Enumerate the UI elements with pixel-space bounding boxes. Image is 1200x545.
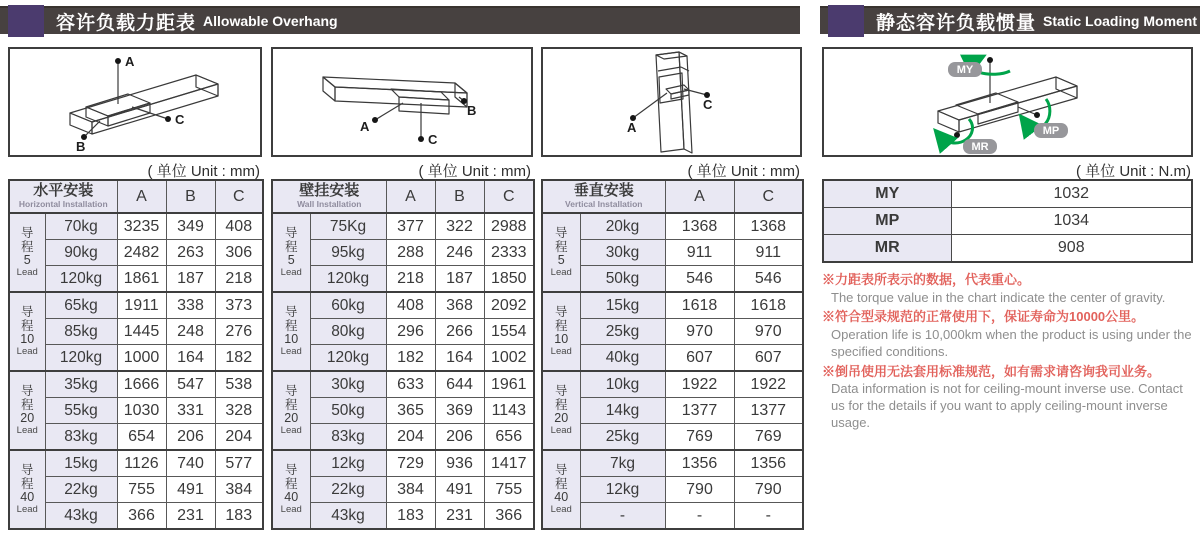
- value-cell: 790: [665, 477, 734, 503]
- value-cell: 656: [484, 424, 534, 451]
- lead-label: 导 程 20 Lead: [272, 371, 310, 450]
- value-cell: 547: [166, 371, 215, 398]
- load-cell: 25kg: [580, 424, 665, 451]
- value-cell: 1000: [117, 345, 166, 372]
- value-cell: 1356: [734, 450, 803, 477]
- my-label: MY: [956, 64, 974, 76]
- value-cell: -: [734, 503, 803, 530]
- point-a-label: A: [627, 120, 637, 135]
- value-cell: 218: [215, 266, 263, 293]
- value-cell: 183: [386, 503, 435, 530]
- table-row: [272, 398, 534, 424]
- vertical-rail-diagram: [543, 49, 800, 155]
- value-cell: 1143: [484, 398, 534, 424]
- value-cell: 970: [665, 319, 734, 345]
- load-cell: 75Kg: [310, 213, 386, 240]
- point-a-label: A: [125, 54, 135, 69]
- load-cell: 70kg: [45, 213, 117, 240]
- value-cell: 204: [215, 424, 263, 451]
- column-header: C: [734, 180, 803, 213]
- accent-square-icon: [8, 5, 44, 37]
- table-row: [272, 266, 534, 293]
- value-cell: 368: [435, 292, 484, 319]
- value-cell: 790: [734, 477, 803, 503]
- unit-label-nm: ( 单位 Unit : N.m): [1076, 163, 1191, 180]
- table-row: [9, 371, 263, 398]
- load-cell: 120kg: [45, 345, 117, 372]
- table-row: [542, 345, 803, 372]
- value-cell: 607: [734, 345, 803, 372]
- value-cell: 366: [484, 503, 534, 530]
- value-cell: 1377: [734, 398, 803, 424]
- lead-label: 导 程 5 Lead: [9, 213, 45, 292]
- table-row: [272, 424, 534, 451]
- value-cell: 654: [117, 424, 166, 451]
- note-zh: ※符合型录规范的正常使用下，保证寿命为10000公里。: [822, 309, 1145, 325]
- table-header-row: [542, 180, 803, 213]
- static-moment-column: [822, 47, 1193, 433]
- table-row: [542, 319, 803, 345]
- point-c-label: C: [175, 112, 185, 127]
- value-cell: 182: [215, 345, 263, 372]
- mp-label: MP: [1042, 125, 1060, 137]
- value-cell: 231: [166, 503, 215, 530]
- table-row: [272, 450, 534, 477]
- value-cell: 2988: [484, 213, 534, 240]
- value-cell: 1030: [117, 398, 166, 424]
- table-row: [823, 180, 1192, 208]
- lead-label: 导 程 10 Lead: [542, 292, 580, 371]
- notes: [822, 270, 1193, 432]
- table-row: [542, 398, 803, 424]
- table-row: [9, 424, 263, 451]
- value-cell: 206: [435, 424, 484, 451]
- value-cell: 538: [215, 371, 263, 398]
- value-cell: 206: [166, 424, 215, 451]
- wall-diagram-box: [271, 47, 533, 157]
- table-row: [542, 240, 803, 266]
- point-c-label: C: [428, 132, 438, 147]
- moment-table: [822, 179, 1193, 263]
- load-cell: 65kg: [45, 292, 117, 319]
- load-cell: -: [580, 503, 665, 530]
- load-cell: 15kg: [45, 450, 117, 477]
- lead-label: 导 程 5 Lead: [272, 213, 310, 292]
- table-row: [823, 235, 1192, 263]
- table-row: [542, 503, 803, 530]
- wall-installation-column: [271, 47, 533, 530]
- value-cell: 1922: [665, 371, 734, 398]
- value-cell: 182: [386, 345, 435, 372]
- value-cell: 1911: [117, 292, 166, 319]
- value-cell: 276: [215, 319, 263, 345]
- table-title: 壁挂安装 Wall Installation: [272, 180, 386, 213]
- table-row: [9, 398, 263, 424]
- table-row: [272, 292, 534, 319]
- section-title-en: Static Loading Moment: [1043, 13, 1198, 29]
- value-cell: 1922: [734, 371, 803, 398]
- unit-label-mm: ( 单位 Unit : mm): [418, 163, 531, 180]
- value-cell: 187: [435, 266, 484, 293]
- lead-label: 导 程 10 Lead: [272, 292, 310, 371]
- value-cell: 384: [215, 477, 263, 503]
- load-cell: 12kg: [580, 477, 665, 503]
- load-cell: 120kg: [45, 266, 117, 293]
- value-cell: 183: [215, 503, 263, 530]
- moment-section-header: [820, 6, 1200, 34]
- table-row: [272, 240, 534, 266]
- load-cell: 83kg: [45, 424, 117, 451]
- section-title-zh: 容许负载力距表: [56, 12, 197, 34]
- value-cell: 644: [435, 371, 484, 398]
- moment-label: MR: [823, 235, 951, 263]
- value-cell: 1368: [734, 213, 803, 240]
- value-cell: 338: [166, 292, 215, 319]
- value-cell: 266: [435, 319, 484, 345]
- overhang-section-header: [0, 6, 800, 34]
- table-title: 垂直安装 Vertical Installation: [542, 180, 665, 213]
- value-cell: 740: [166, 450, 215, 477]
- load-cell: 14kg: [580, 398, 665, 424]
- mr-label: MR: [971, 141, 989, 153]
- value-cell: 1666: [117, 371, 166, 398]
- value-cell: 1445: [117, 319, 166, 345]
- lead-label: 导 程 40 Lead: [542, 450, 580, 529]
- vertical-diagram-box: [541, 47, 802, 157]
- moment-rail-diagram: [824, 49, 1191, 155]
- table-row: [272, 319, 534, 345]
- load-cell: 22kg: [45, 477, 117, 503]
- load-cell: 30kg: [580, 240, 665, 266]
- column-header: A: [117, 180, 166, 213]
- vertical-installation-column: [541, 47, 802, 530]
- load-cell: 83kg: [310, 424, 386, 451]
- value-cell: 248: [166, 319, 215, 345]
- moment-label: MP: [823, 208, 951, 235]
- value-cell: 2482: [117, 240, 166, 266]
- unit-label-mm: ( 单位 Unit : mm): [147, 163, 260, 180]
- value-cell: 246: [435, 240, 484, 266]
- moment-value: 908: [951, 235, 1192, 263]
- load-cell: 40kg: [580, 345, 665, 372]
- load-cell: 120kg: [310, 345, 386, 372]
- value-cell: 911: [665, 240, 734, 266]
- value-cell: 408: [215, 213, 263, 240]
- column-header: A: [665, 180, 734, 213]
- value-cell: 1417: [484, 450, 534, 477]
- table-row: [272, 213, 534, 240]
- value-cell: 769: [734, 424, 803, 451]
- table-row: [9, 345, 263, 372]
- table-row: [9, 503, 263, 530]
- table-row: [542, 424, 803, 451]
- load-cell: 50kg: [310, 398, 386, 424]
- value-cell: 328: [215, 398, 263, 424]
- table-row: [272, 371, 534, 398]
- point-b-label: B: [76, 139, 86, 154]
- table-row: [542, 292, 803, 319]
- value-cell: 296: [386, 319, 435, 345]
- load-cell: 120kg: [310, 266, 386, 293]
- value-cell: 218: [386, 266, 435, 293]
- lead-label: 导 程 20 Lead: [542, 371, 580, 450]
- table-row: [9, 477, 263, 503]
- value-cell: 1850: [484, 266, 534, 293]
- table-row: [542, 477, 803, 503]
- table-row: [542, 371, 803, 398]
- value-cell: 322: [435, 213, 484, 240]
- lead-label: 导 程 5 Lead: [542, 213, 580, 292]
- table-row: [9, 240, 263, 266]
- point-c-label: C: [703, 97, 713, 112]
- value-cell: 349: [166, 213, 215, 240]
- load-cell: 50kg: [580, 266, 665, 293]
- value-cell: 729: [386, 450, 435, 477]
- value-cell: 306: [215, 240, 263, 266]
- load-cell: 20kg: [580, 213, 665, 240]
- value-cell: 373: [215, 292, 263, 319]
- value-cell: 491: [166, 477, 215, 503]
- value-cell: 204: [386, 424, 435, 451]
- value-cell: -: [665, 503, 734, 530]
- value-cell: 1618: [734, 292, 803, 319]
- table-row: [9, 266, 263, 293]
- point-a-label: A: [360, 119, 370, 134]
- load-cell: 60kg: [310, 292, 386, 319]
- moment-value: 1032: [951, 180, 1192, 208]
- table-title: 水平安装 Horizontal Installation: [9, 180, 117, 213]
- load-cell: 22kg: [310, 477, 386, 503]
- table-row: [9, 213, 263, 240]
- value-cell: 607: [665, 345, 734, 372]
- column-header: B: [166, 180, 215, 213]
- note-zh: ※力距表所表示的数据，代表重心。: [822, 272, 1031, 287]
- horizontal-rail-diagram: [10, 49, 260, 155]
- load-cell: 15kg: [580, 292, 665, 319]
- lead-label: 导 程 40 Lead: [9, 450, 45, 529]
- value-cell: 366: [117, 503, 166, 530]
- value-cell: 331: [166, 398, 215, 424]
- value-cell: 491: [435, 477, 484, 503]
- load-cell: 43kg: [45, 503, 117, 530]
- table-row: [542, 213, 803, 240]
- value-cell: 911: [734, 240, 803, 266]
- value-cell: 936: [435, 450, 484, 477]
- value-cell: 408: [386, 292, 435, 319]
- load-cell: 80kg: [310, 319, 386, 345]
- value-cell: 1126: [117, 450, 166, 477]
- load-cell: 35kg: [45, 371, 117, 398]
- table-header-row: [9, 180, 263, 213]
- value-cell: 633: [386, 371, 435, 398]
- table-row: [823, 208, 1192, 235]
- column-header: B: [435, 180, 484, 213]
- value-cell: 1861: [117, 266, 166, 293]
- value-cell: 546: [734, 266, 803, 293]
- value-cell: 755: [484, 477, 534, 503]
- note-zh: ※倒吊使用无法套用标准规范，如有需求请咨询我司业务。: [822, 363, 1161, 379]
- column-header: C: [484, 180, 534, 213]
- table-row: [272, 345, 534, 372]
- load-cell: 90kg: [45, 240, 117, 266]
- load-cell: 7kg: [580, 450, 665, 477]
- section-title-en: Allowable Overhang: [203, 13, 338, 29]
- value-cell: 369: [435, 398, 484, 424]
- value-cell: 1356: [665, 450, 734, 477]
- value-cell: 263: [166, 240, 215, 266]
- value-cell: 231: [435, 503, 484, 530]
- lead-label: 导 程 40 Lead: [272, 450, 310, 529]
- value-cell: 1368: [665, 213, 734, 240]
- value-cell: 577: [215, 450, 263, 477]
- load-cell: 43kg: [310, 503, 386, 530]
- note-en: Data information is not for ceiling-mount inverse use. Contact us for the details if you want to apply ceiling-mount inverse usage.: [831, 381, 1183, 430]
- accent-square-icon: [828, 5, 864, 37]
- column-header: C: [215, 180, 263, 213]
- value-cell: 755: [117, 477, 166, 503]
- load-cell: 95kg: [310, 240, 386, 266]
- value-cell: 164: [166, 345, 215, 372]
- load-cell: 12kg: [310, 450, 386, 477]
- load-cell: 30kg: [310, 371, 386, 398]
- value-cell: 1554: [484, 319, 534, 345]
- table-row: [9, 292, 263, 319]
- wall-installation-table: [271, 179, 535, 530]
- value-cell: 1961: [484, 371, 534, 398]
- table-row: [9, 319, 263, 345]
- moment-label: MY: [823, 180, 951, 208]
- load-cell: 85kg: [45, 319, 117, 345]
- value-cell: 769: [665, 424, 734, 451]
- horizontal-installation-column: [8, 47, 262, 530]
- table-row: [272, 503, 534, 530]
- value-cell: 365: [386, 398, 435, 424]
- value-cell: 970: [734, 319, 803, 345]
- table-row: [272, 477, 534, 503]
- section-title-zh: 静态容许负载惯量: [876, 12, 1037, 34]
- load-cell: 25kg: [580, 319, 665, 345]
- table-row: [542, 450, 803, 477]
- value-cell: 288: [386, 240, 435, 266]
- value-cell: 1618: [665, 292, 734, 319]
- table-row: [9, 450, 263, 477]
- value-cell: 1002: [484, 345, 534, 372]
- value-cell: 546: [665, 266, 734, 293]
- horizontal-diagram-box: [8, 47, 262, 157]
- note-en: Operation life is 10,000km when the product is using under the specified conditions.: [831, 326, 1192, 359]
- value-cell: 187: [166, 266, 215, 293]
- value-cell: 377: [386, 213, 435, 240]
- value-cell: 2333: [484, 240, 534, 266]
- lead-label: 导 程 10 Lead: [9, 292, 45, 371]
- horizontal-installation-table: [8, 179, 264, 530]
- unit-label-mm: ( 单位 Unit : mm): [687, 163, 800, 180]
- value-cell: 164: [435, 345, 484, 372]
- load-cell: 10kg: [580, 371, 665, 398]
- point-b-label: B: [467, 103, 477, 118]
- note-en: The torque value in the chart indicate the center of gravity.: [831, 289, 1166, 305]
- value-cell: 384: [386, 477, 435, 503]
- moment-diagram-box: [822, 47, 1193, 157]
- table-header-row: [272, 180, 534, 213]
- value-cell: 2092: [484, 292, 534, 319]
- vertical-installation-table: [541, 179, 804, 530]
- value-cell: 1377: [665, 398, 734, 424]
- value-cell: 3235: [117, 213, 166, 240]
- moment-value: 1034: [951, 208, 1192, 235]
- column-header: A: [386, 180, 435, 213]
- table-row: [542, 266, 803, 293]
- load-cell: 55kg: [45, 398, 117, 424]
- wall-rail-diagram: [273, 49, 531, 155]
- lead-label: 导 程 20 Lead: [9, 371, 45, 450]
